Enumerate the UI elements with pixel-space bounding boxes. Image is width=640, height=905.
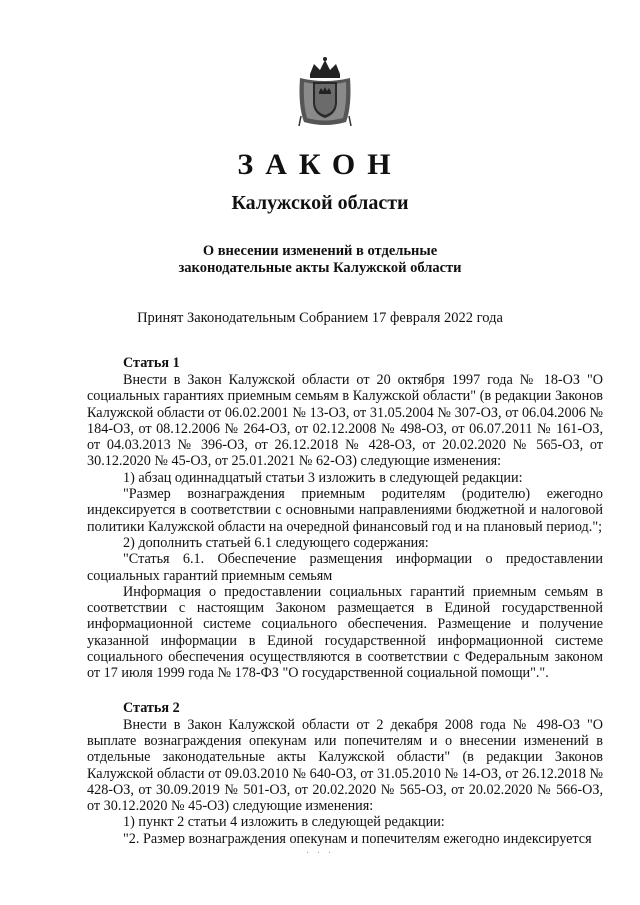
coat-of-arms-icon bbox=[296, 56, 354, 128]
region-name: Калужской области bbox=[231, 192, 409, 214]
paragraph: "Размер вознаграждения приемным родителям (родителю) ежегодно индексируется в соответствии с основными направлениями бюджетной и налоговой политики Калужской области на очередной финансовый год и на плановый период."; bbox=[87, 486, 603, 535]
law-subject-line: законодательные акты Калужской области bbox=[178, 260, 462, 276]
article-heading: Статья 1 bbox=[123, 355, 180, 371]
law-subject bbox=[0, 243, 640, 277]
paragraph: Внести в Закон Калужской области от 20 октября 1997 года № 18-ОЗ "О социальных гарантиях приемным семьям в Калужской области" (в редакции Законов Калужской области от 06.02.2001 № 13-ОЗ, от 31.05.2004 № 307-ОЗ, от 06.04.2006 № 184-ОЗ, от 08.12.2006 № 264-ОЗ, от 02.12.2008 № 498-ОЗ, от 06.07.2011 № 161-ОЗ, от 04.03.2013 № 396-ОЗ, от 26.12.2018 № 428-ОЗ, от 20.02.2020 № 565-ОЗ, от 30.12.2020 № 45-ОЗ, от 25.01.2021 № 62-ОЗ) следующие изменения: bbox=[87, 372, 603, 470]
paragraph: 1) абзац одиннадцатый статьи 3 изложить в следующей редакции: bbox=[123, 469, 523, 486]
paragraph: "Статья 6.1. Обеспечение размещения информации о предоставлении социальных гарантий приемным семьям bbox=[87, 551, 603, 584]
law-title: ЗАКОН bbox=[237, 148, 403, 181]
paragraph: Внести в Закон Калужской области от 2 декабря 2008 года № 498-ОЗ "О выплате вознаграждения опекунам или попечителям и о внесении изменений в отдельные законодательные акты Калужской области" (в редакции Законов Калужской области от 09.03.2010 № 640-ОЗ, от 31.05.2010 № 14-ОЗ, от 26.12.2018 № 428-ОЗ, от 30.09.2019 № 501-ОЗ, от 20.02.2020 № 565-ОЗ, от 20.02.2020 № 566-ОЗ, от 30.12.2020 № 45-ОЗ) следующие изменения: bbox=[87, 716, 603, 815]
paragraph: 2) дополнить статьей 6.1 следующего содержания: bbox=[123, 534, 429, 551]
paragraph: "2. Размер вознаграждения опекунам и попечителям ежегодно индексируется bbox=[123, 830, 592, 847]
scan-marks: . . . bbox=[306, 845, 334, 856]
law-subject-line: О внесении изменений в отдельные bbox=[202, 243, 438, 259]
article-heading: Статья 2 bbox=[123, 699, 180, 716]
paragraph: Информация о предоставлении социальных гарантий приемным семьям в соответствии с настоящим Законом размещается в Единой государственной информационной системе социального обеспечения. Размещение и получение указанной информации в Единой государственной информационной системе социального обеспечения осуществляются в соответствии с Федеральным законом от 17 июля 1999 года № 178-ФЗ "О государственной социальной помощи".". bbox=[87, 583, 603, 682]
adoption-statement: Принят Законодательным Собранием 17 февраля 2022 года bbox=[137, 310, 503, 326]
paragraph: 1) пункт 2 статьи 4 изложить в следующей редакции: bbox=[123, 814, 445, 831]
document-body bbox=[87, 355, 603, 847]
